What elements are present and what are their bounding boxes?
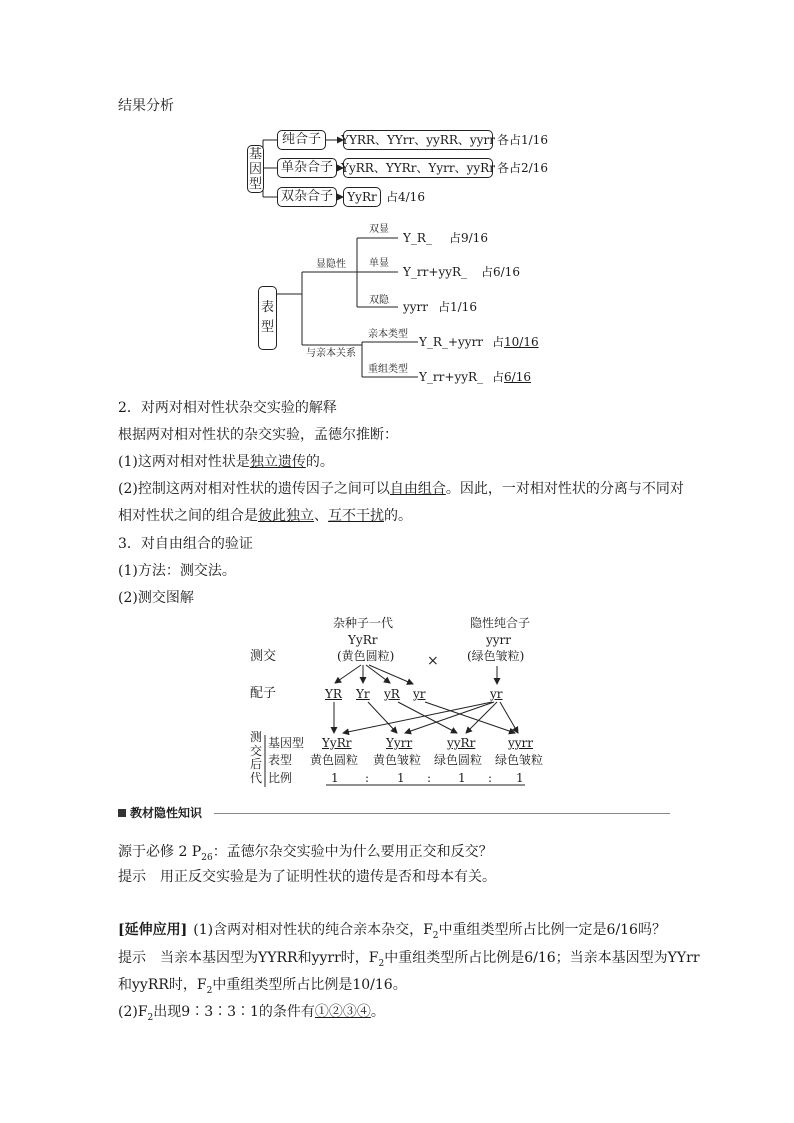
section2-heading: 2．对两对相对性状杂交实验的解释	[118, 400, 337, 416]
genotype-types-box: YyRR、YYRr、Yyrr、yyRr	[343, 158, 493, 178]
gamete: yR	[384, 687, 400, 701]
text: 和yyRR时，F	[118, 977, 207, 993]
cross-symbol: ×	[427, 653, 439, 669]
underlined-answer: 自由组合	[389, 481, 446, 497]
row-label-phenotype: 表型	[268, 753, 293, 767]
dominance-label: 显隐性	[316, 259, 346, 270]
share-prefix: 占	[492, 335, 505, 349]
dominance-share: 占9/16	[449, 231, 488, 245]
genotype-kind-box: 双杂合子	[277, 187, 337, 207]
offspring-phenotype: 绿色皱粒	[495, 753, 544, 767]
ratio-sep: :	[427, 771, 432, 785]
share-prefix: 占	[492, 370, 505, 384]
dominance-formula: Y_rr+yyR_	[403, 265, 468, 279]
ratio-value: 1	[458, 771, 466, 785]
offspring-phenotype: 绿色圆粒	[434, 753, 483, 767]
genotype-kind-box: 纯合子	[277, 130, 326, 150]
subscript: 26	[201, 852, 213, 863]
subscript: 2	[147, 1012, 154, 1023]
left-parent-phenotype: (黄色圆粒)	[337, 649, 395, 663]
section-divider	[214, 813, 670, 814]
extension-tag: [延伸应用]	[118, 922, 188, 938]
hint-tag: 提示	[118, 869, 146, 885]
text: 、	[314, 508, 328, 524]
result-title: 结果分析	[118, 98, 174, 114]
parental-formula: Y_rr+yyR_	[419, 370, 484, 384]
row-label-genotype: 基因型	[268, 736, 305, 750]
dominance-share: 占6/16	[481, 265, 520, 279]
text: 中重组类型所占比例一定是6/16吗？	[438, 922, 666, 938]
genotype-label-char: 型	[248, 176, 262, 192]
left-parent-name: 杂种子一代	[333, 616, 394, 630]
hidden-knowledge-heading: 教材隐性知识	[130, 806, 203, 820]
side-char: 测	[250, 730, 263, 744]
parental-formula: Y_R_+yyrr	[419, 335, 484, 349]
hint-tag: 提示	[118, 950, 146, 966]
right-parent-genotype: yyrr	[486, 633, 512, 647]
offspring-genotype: yyrr	[508, 736, 534, 750]
underlined-answer: 互不干扰	[328, 508, 384, 524]
dominance-tag: 双隐	[369, 295, 389, 306]
genotype-share: 各占1/16	[497, 133, 548, 147]
genotype-share: 占4/16	[386, 190, 425, 204]
text: 中重组类型所占比例是10/16。	[212, 977, 407, 993]
text: 的。	[305, 454, 334, 470]
text: 相对性状之间的组合是	[118, 508, 258, 524]
ratio-value: 1	[516, 771, 524, 785]
text: (1)含两对相对性状的纯合亲本杂交，F	[193, 922, 433, 938]
left-parent-genotype: YyRr	[348, 633, 378, 647]
extension-answer-2	[118, 975, 407, 1001]
text: 当亲本基因型为YYRR和yyrr时，F	[160, 950, 379, 966]
parental-tag: 亲本类型	[368, 329, 408, 340]
ratio-sep: :	[488, 771, 493, 785]
section3-heading: 3．对自由组合的验证	[118, 536, 253, 552]
ratio-value: 1	[331, 771, 339, 785]
text: (1)这两对相对性状是	[118, 454, 250, 470]
dominance-tag: 双显	[369, 224, 389, 235]
section2-intro: 根据两对相对性状的杂交实验，孟德尔推断：	[118, 427, 398, 443]
gamete: Yr	[356, 687, 370, 701]
right-parent-name: 隐性纯合子	[470, 616, 531, 630]
side-char: 后	[250, 757, 263, 771]
underlined-answer: ①②③④	[314, 1004, 371, 1020]
section3-diagram-title: (2)测交图解	[118, 590, 194, 606]
cross-label: 测交	[250, 649, 277, 664]
dominance-tag: 单显	[369, 258, 389, 269]
text: (2)控制这两对相对性状的遗传因子之间可以	[118, 481, 390, 497]
gamete: YR	[325, 687, 342, 701]
ratio-value: 1	[397, 771, 405, 785]
parental-label: 与亲本关系	[306, 348, 356, 359]
ratio-sep: :	[365, 771, 370, 785]
underlined-answer: 独立遗传	[249, 454, 306, 470]
share-value: 10/16	[504, 335, 539, 349]
genotype-share: 各占2/16	[497, 161, 548, 175]
side-char: 代	[250, 770, 263, 785]
offspring-genotype: Yyrr	[386, 736, 413, 750]
text: ：孟德尔杂交实验中为什么要用正交和反交？	[212, 844, 493, 860]
subscript: 2	[206, 985, 213, 996]
text: 中重组类型所占比例是6/16；当亲本基因型为YYrr	[384, 950, 700, 966]
offspring-phenotype: 黄色皱粒	[373, 753, 422, 767]
phenotype-label-char: 表	[260, 300, 274, 315]
genotype-label-char: 基	[248, 146, 262, 162]
dominance-formula: yyrr	[403, 300, 429, 314]
hidden-answer	[118, 867, 496, 887]
dominance-formula: Y_R_	[403, 231, 432, 245]
underlined-answer: 彼此独立	[258, 508, 314, 524]
genotype-kind-box: 单杂合子	[277, 158, 337, 178]
subscript: 2	[378, 958, 385, 969]
genotype-types-box: YYRR、YYrr、yyRR、yyrr	[343, 130, 493, 150]
genotype-types-box: YyRr	[343, 187, 381, 207]
section-bullet-icon	[118, 809, 126, 817]
dominance-share: 占1/16	[438, 300, 477, 314]
text: 的。	[384, 508, 412, 524]
row-label-ratio: 比例	[268, 771, 293, 785]
extension-answer-1	[118, 948, 700, 974]
text: 。	[370, 1004, 385, 1020]
hidden-question	[118, 842, 493, 868]
phenotype-label-char: 型	[260, 320, 274, 335]
right-gamete: yr	[490, 687, 503, 701]
gamete-label: 配子	[250, 686, 277, 701]
text: 源于必修 2 P	[118, 844, 202, 860]
offspring-genotype: yyRr	[447, 736, 476, 750]
extension-question-2	[118, 1002, 385, 1028]
text: 用正反交实验是为了证明性状的遗传是否和母本有关。	[160, 869, 496, 885]
text: 。因此，一对相对性状的分离与不同对	[445, 481, 684, 497]
extension-question-1	[118, 920, 666, 946]
section3-method: (1)方法：测交法。	[118, 563, 236, 579]
text: (2)F	[118, 1004, 148, 1020]
offspring-phenotype: 黄色圆粒	[310, 753, 359, 767]
text: 出现9∶3∶3∶1的条件有	[153, 1004, 315, 1020]
share-value: 6/16	[504, 370, 531, 384]
offspring-genotype: YyRr	[322, 736, 352, 750]
gamete: yr	[413, 687, 426, 701]
genotype-label-char: 因	[248, 161, 262, 177]
side-char: 交	[250, 743, 263, 758]
parental-tag: 重组类型	[368, 364, 408, 375]
subscript: 2	[432, 930, 439, 941]
right-parent-phenotype: (绿色皱粒)	[467, 649, 525, 663]
